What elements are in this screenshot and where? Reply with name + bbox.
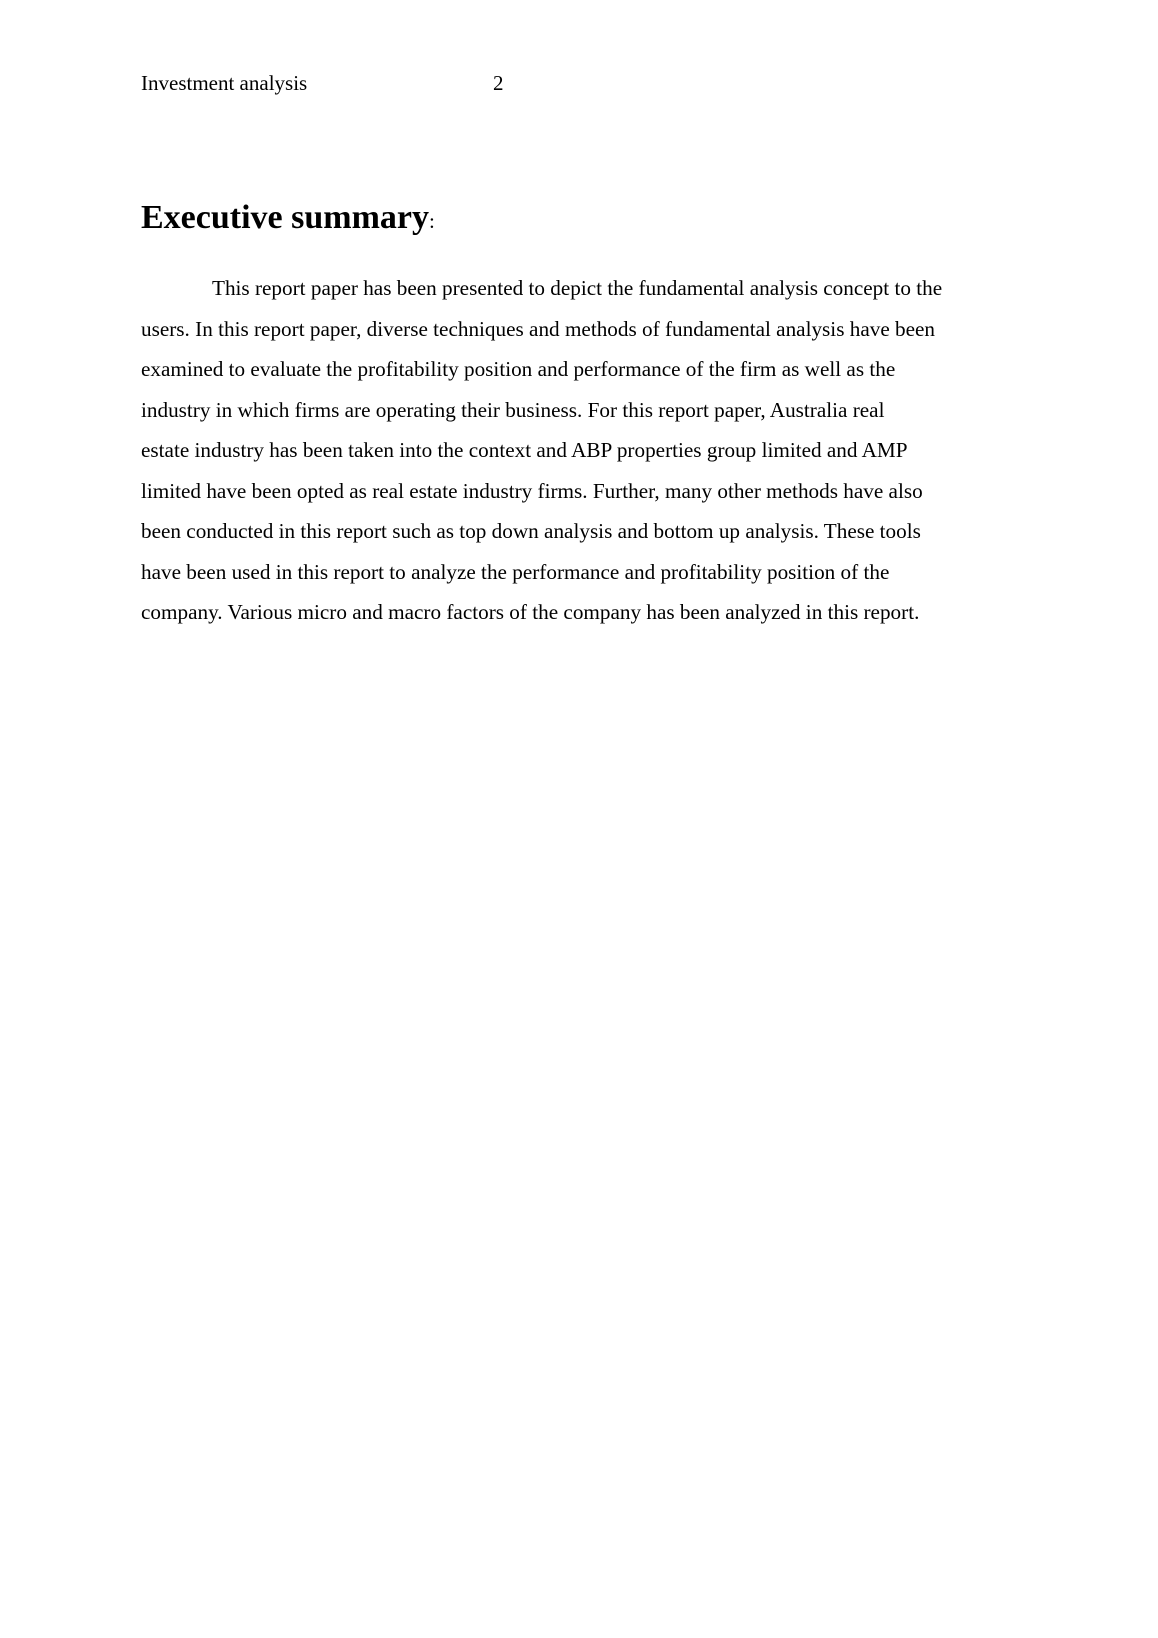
section-heading xyxy=(141,196,435,246)
section-heading-colon: : xyxy=(429,209,435,233)
paragraph-line: This report paper has been presented to depict the fundamental analysis concept to the xyxy=(212,276,943,300)
paragraph-line: examined to evaluate the profitability position and performance of the firm as well as the xyxy=(141,357,896,381)
paragraph-line: have been used in this report to analyze the performance and profitability position of the xyxy=(141,559,890,584)
page-number: 2 xyxy=(493,71,504,95)
paragraph-line: users. In this report paper, diverse techniques and methods of fundamental analysis have been xyxy=(141,316,936,341)
executive-summary-paragraph xyxy=(141,268,1031,633)
paragraph-line: estate industry has been taken into the context and ABP properties group limited and AMP xyxy=(141,438,908,462)
running-header xyxy=(141,68,541,98)
running-header-title: Investment analysis xyxy=(141,71,308,95)
paragraph-line: industry in which firms are operating their business. For this report paper, Australia real xyxy=(141,397,885,422)
paragraph-line: company. Various micro and macro factors of the company has been analyzed in this report. xyxy=(141,600,920,624)
section-heading-text: Executive summary xyxy=(141,199,430,236)
paragraph-line: limited have been opted as real estate industry firms. Further, many other methods have also xyxy=(141,478,923,503)
paragraph-line: been conducted in this report such as top down analysis and bottom up analysis. These tools xyxy=(141,519,921,543)
